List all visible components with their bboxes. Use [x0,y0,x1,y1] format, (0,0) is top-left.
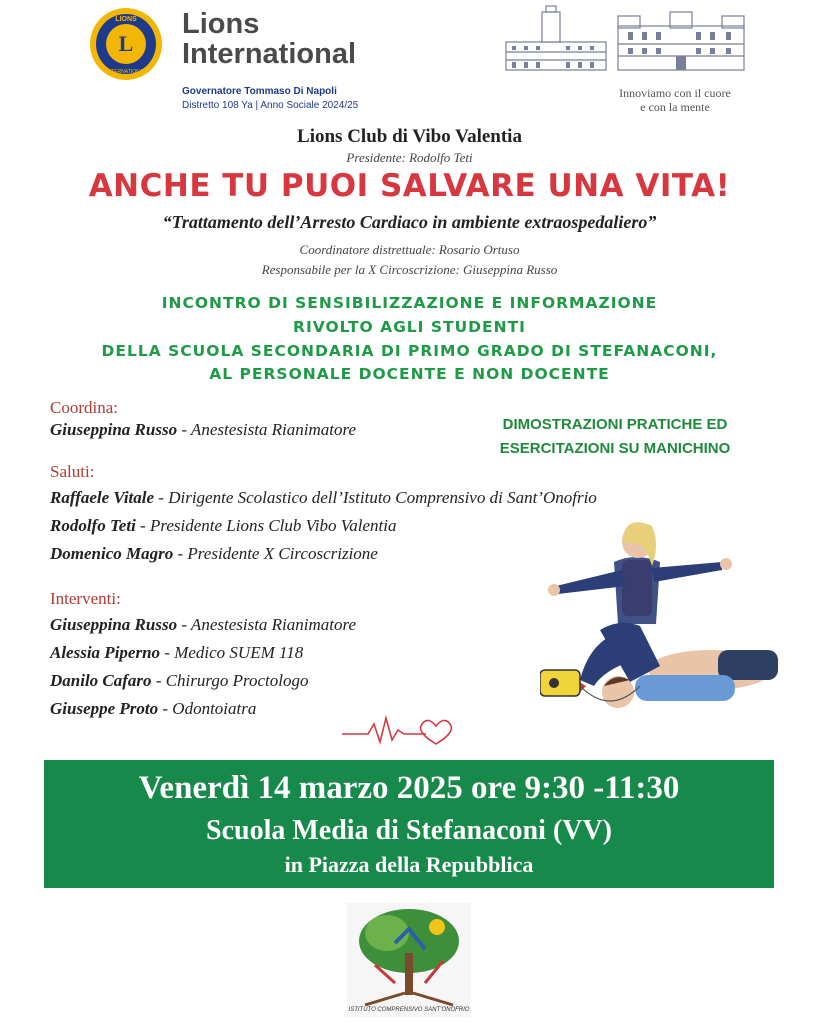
meeting-line3: DELLA SCUOLA SECONDARIA DI PRIMO GRADO DI STEFANACONI, [101,342,718,360]
meeting-line1: INCONTRO DI SENSIBILIZZAZIONE E INFORMAZIONE [161,294,658,312]
person-name: Alessia Piperno [50,643,161,662]
motto-line1: Innoviamo con il cuore [619,86,731,100]
coordina-label: Coordina: [50,398,118,417]
brand-name-line1: Lions [182,8,260,40]
cpr-illustration [540,510,780,750]
person-role: - Presidente X Circoscrizione [173,544,378,563]
club-name: Lions Club di Vibo Valentia [297,126,522,147]
demo-line1: DIMOSTRAZIONI PRATICHE ED [502,416,728,433]
person-row [50,488,597,508]
governor-line: Governatore Tommaso Di Napoli [182,86,337,97]
person-role: - Presidente Lions Club Vibo Valentia [140,516,397,535]
person-row [50,643,303,663]
person-name: Rodolfo Teti [50,516,141,535]
meeting-line2: RIVOLTO AGLI STUDENTI [293,318,526,336]
lions-logo [88,6,164,82]
responsible-line: Responsabile per la X Circoscrizione: Giuseppina Russo [261,262,558,277]
brand-name-line2: International [182,38,357,70]
person-role: - Odontoiatra [158,699,257,718]
saluti-label: Saluti: [50,462,95,481]
person-row [50,671,308,691]
person-role: - Medico SUEM 118 [160,643,304,662]
logo-bottom-text: INTERNATIONAL [106,69,146,75]
person-role: - Anestesista Rianimatore [177,615,357,634]
person-row [50,699,256,719]
person-role: - Dirigente Scolastico dell’Istituto Comprensivo di Sant’Onofrio [154,488,597,507]
coordinator-line: Coordinatore distrettuale: Rosario Ortuso [299,242,520,257]
person-role: - Chirurgo Proctologo [151,671,309,690]
person-row [50,516,396,536]
interventi-label: Interventi: [50,589,121,608]
event-date-time: Venerdì 14 marzo 2025 ore 9:30 -11:30 [138,770,680,806]
person-row [50,420,356,440]
subtitle: “Trattamento dell’Arresto Cardiaco in ambiente extraospedaliero” [162,212,657,232]
svg-text:L: L [118,31,134,56]
club-president: Presidente: Rodolfo Teti [346,150,473,165]
person-name: Domenico Magro [50,544,174,563]
heartbeat-icon [340,712,464,748]
person-name: Danilo Cafaro [50,671,152,690]
person-row [50,615,356,635]
buildings-illustration [500,4,750,74]
school-logo-text: ISTITUTO COMPRENSIVO SANT’ONOFRIO [348,1007,470,1013]
person-name: Giuseppe Proto [50,699,159,718]
person-name: Giuseppina Russo [50,420,178,439]
demo-line2: ESERCITAZIONI SU MANICHINO [499,440,731,457]
meeting-line4: AL PERSONALE DOCENTE E NON DOCENTE [209,365,610,383]
district-line: Distretto 108 Ya | Anno Sociale 2024/25 [182,100,359,111]
person-name: Giuseppina Russo [50,615,178,634]
person-name: Raffaele Vitale [50,488,155,507]
person-row [50,544,378,564]
logo-top-text: LIONS [115,16,137,23]
person-role: - Anestesista Rianimatore [177,420,357,439]
event-place: Scuola Media di Stefanaconi (VV) [206,815,612,846]
event-square: in Piazza della Repubblica [284,852,534,877]
motto-line2: e con la mente [640,100,710,114]
school-logo [347,903,471,1017]
headline: ANCHE TU PUOI SALVARE UNA VITA! [88,168,731,204]
